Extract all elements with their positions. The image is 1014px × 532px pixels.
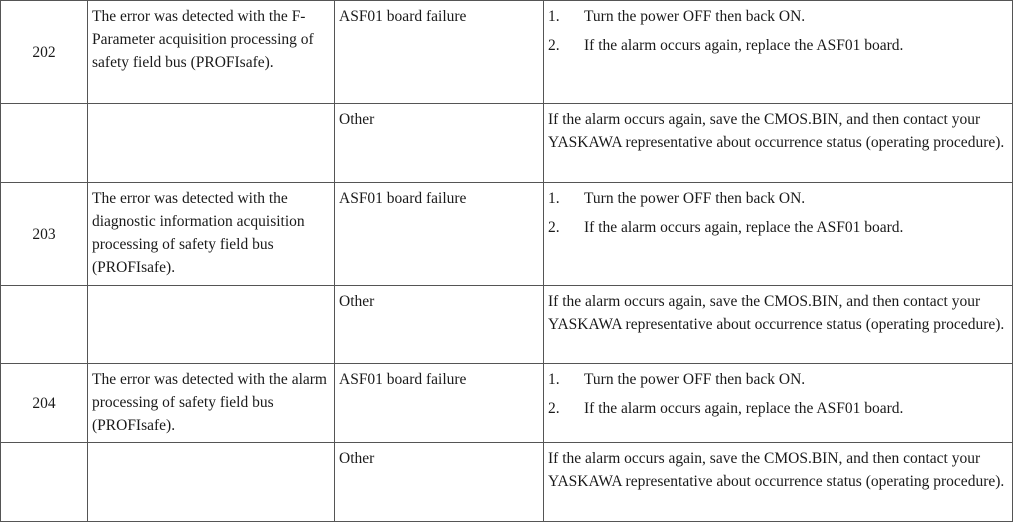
alarm-cause: ASF01 board failure <box>335 183 544 286</box>
remedy-step <box>548 34 1008 57</box>
step-text: If the alarm occurs again, replace the ASF01 board. <box>584 219 904 236</box>
empty-cell <box>1 104 88 183</box>
step-number: 2. <box>548 219 560 236</box>
step-text: Turn the power OFF then back ON. <box>584 190 806 207</box>
other-cause: Other <box>335 443 544 522</box>
alarm-description: The error was detected with the alarm processing of safety field bus (PROFIsafe). <box>88 364 335 443</box>
table-row <box>1 364 1013 443</box>
alarm-description: The error was detected with the diagnostic information acquisition processing of safety field bus (PROFIsafe). <box>88 183 335 286</box>
step-text: If the alarm occurs again, replace the ASF01 board. <box>584 37 904 54</box>
other-remedy: If the alarm occurs again, save the CMOS.BIN, and then contact your YASKAWA representative about occurrence status (operating procedure). <box>544 286 1013 364</box>
remedy-step <box>548 368 1008 391</box>
alarm-cause: ASF01 board failure <box>335 1 544 104</box>
table-row <box>1 183 1013 286</box>
step-number: 2. <box>548 400 560 417</box>
table-row <box>1 1 1013 104</box>
remedy-steps <box>548 368 1008 420</box>
remedy-steps <box>548 187 1008 239</box>
step-number: 1. <box>548 8 560 25</box>
other-cause: Other <box>335 286 544 364</box>
remedy-step <box>548 187 1008 210</box>
alarm-remedy <box>544 1 1013 104</box>
empty-cell <box>1 443 88 522</box>
alarm-remedy <box>544 183 1013 286</box>
remedy-steps <box>548 5 1008 57</box>
empty-cell <box>1 286 88 364</box>
empty-cell <box>88 286 335 364</box>
remedy-step <box>548 5 1008 28</box>
alarm-code: 202 <box>1 1 88 104</box>
table-row <box>1 286 1013 364</box>
empty-cell <box>88 443 335 522</box>
step-number: 1. <box>548 190 560 207</box>
alarm-code: 203 <box>1 183 88 286</box>
step-text: Turn the power OFF then back ON. <box>584 371 806 388</box>
table-row <box>1 104 1013 183</box>
step-text: If the alarm occurs again, replace the ASF01 board. <box>584 400 904 417</box>
alarm-cause: ASF01 board failure <box>335 364 544 443</box>
remedy-step <box>548 216 1008 239</box>
step-number: 2. <box>548 37 560 54</box>
alarm-description: The error was detected with the F-Parameter acquisition processing of safety field bus (PROFIsafe). <box>88 1 335 104</box>
alarm-code: 204 <box>1 364 88 443</box>
other-remedy: If the alarm occurs again, save the CMOS.BIN, and then contact your YASKAWA representative about occurrence status (operating procedure). <box>544 443 1013 522</box>
step-number: 1. <box>548 371 560 388</box>
empty-cell <box>88 104 335 183</box>
other-remedy: If the alarm occurs again, save the CMOS.BIN, and then contact your YASKAWA representative about occurrence status (operating procedure). <box>544 104 1013 183</box>
remedy-step <box>548 397 1008 420</box>
step-text: Turn the power OFF then back ON. <box>584 8 806 25</box>
table-row <box>1 443 1013 522</box>
other-cause: Other <box>335 104 544 183</box>
alarm-remedy <box>544 364 1013 443</box>
